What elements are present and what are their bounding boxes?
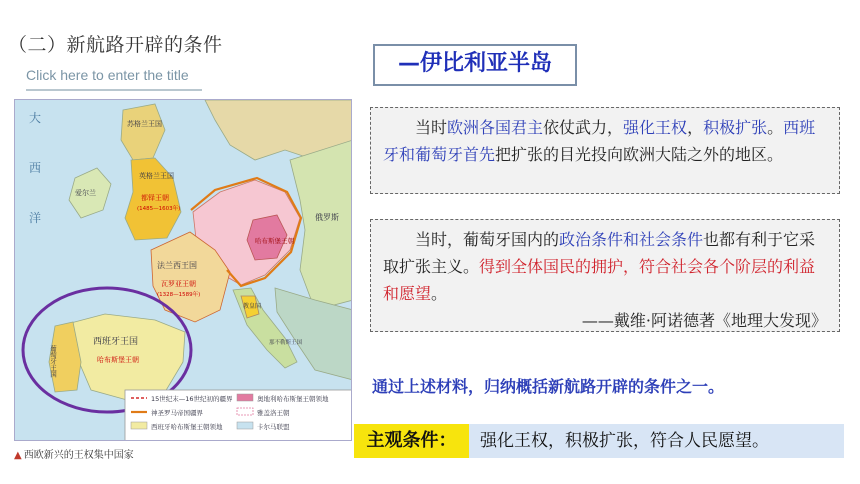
legend-item-6: 卡尔马联盟 xyxy=(257,423,290,431)
quote1-text-3: ， xyxy=(687,118,704,137)
quote1-text-5: 把扩张的目光投向欧洲大陆之外的地区。 xyxy=(495,145,784,164)
map-label-valois: 瓦罗亚王朝 xyxy=(161,280,196,288)
map-label-habsburg: 哈布斯堡王朝 xyxy=(255,237,294,245)
legend-item-4: 奥地利哈布斯堡王朝领地 xyxy=(257,395,329,403)
map-label-france: 法兰西王国 xyxy=(157,261,197,270)
map-label-tudor: 都铎王朝 xyxy=(141,194,169,202)
map-label-papal: 教皇国 xyxy=(243,303,262,310)
map-label-spain: 西班牙王国 xyxy=(93,337,139,347)
section-title: （二）新航路开辟的条件 xyxy=(8,34,223,56)
map-label-spain-dynasty: 哈布斯堡王朝 xyxy=(97,356,139,364)
quote2-text-2: 也都有利于它采取扩张主义。 xyxy=(383,230,816,276)
quote2-highlight-1: 政治条件和社会条件 xyxy=(559,230,704,249)
subtitle-placeholder[interactable]: Click here to enter the title xyxy=(26,67,189,83)
topic-title: —伊比利亚半岛 xyxy=(397,51,552,76)
quote1-text-1: 当时 xyxy=(415,118,448,137)
quote1-highlight-1: 欧洲各国君主 xyxy=(447,118,544,137)
legend-item-1: 15世纪末—16世纪初的疆界 xyxy=(151,395,233,403)
title-underline xyxy=(26,89,202,91)
topic-title-box xyxy=(373,44,577,86)
answer-bar xyxy=(354,424,844,458)
map-caption xyxy=(14,446,134,461)
map-label-england: 英格兰王国 xyxy=(139,172,174,180)
quote2-emphasis: 得到全体国民的拥护，符合社会各个阶层的利益和愿望 xyxy=(383,257,816,303)
quote1-highlight-3: 积极扩张 xyxy=(703,118,768,137)
question-prompt: 通过上述材料，归纳概括新航路开辟的条件之一。 xyxy=(372,377,725,396)
map-label-valois-years: (1328—1589年) xyxy=(157,292,201,298)
quote-box-1 xyxy=(370,107,840,194)
map-label-tudor-years: (1485—1603年) xyxy=(137,206,181,212)
caption-triangle-icon: ▲ xyxy=(14,450,22,461)
legend-item-2: 神圣罗马帝国疆界 xyxy=(151,409,203,417)
map-label-ireland: 爱尔兰 xyxy=(75,189,96,197)
quote-box-2 xyxy=(370,219,840,332)
quote1-highlight-4: 西班牙和葡萄牙首先 xyxy=(383,118,816,164)
map-label-scotland: 苏格兰王国 xyxy=(127,120,162,128)
map-caption-text: 西欧新兴的王权集中国家 xyxy=(23,450,134,461)
quote1-text-4: 。 xyxy=(767,118,784,137)
quote1-highlight-2: 强化王权 xyxy=(623,118,688,137)
map-label-russia: 俄罗斯 xyxy=(315,213,339,222)
map-label-portugal: 葡萄牙王国 xyxy=(49,345,57,378)
europe-map xyxy=(14,99,352,441)
answer-text: 强化王权，积极扩张，符合人民愿望。 xyxy=(480,431,769,451)
map-label-atlantic-3: 洋 xyxy=(29,211,42,225)
map-label-atlantic-1: 大 xyxy=(29,111,42,125)
quote2-text-3: 。 xyxy=(431,284,448,303)
quote2-text-1: 当时，葡萄牙国内的 xyxy=(415,230,560,249)
quote1-text-2: 依仗武力， xyxy=(543,118,624,137)
answer-label: 主观条件： xyxy=(354,424,469,458)
map-label-atlantic-2: 西 xyxy=(29,161,42,175)
legend-item-3: 西班牙哈布斯堡王朝领地 xyxy=(151,423,223,431)
map-label-naples: 那不勒斯王国 xyxy=(269,340,303,346)
quote2-author: ——戴维·阿诺德著《地理大发现》 xyxy=(581,311,827,330)
legend-item-5: 雅盖洛王朝 xyxy=(257,409,290,417)
